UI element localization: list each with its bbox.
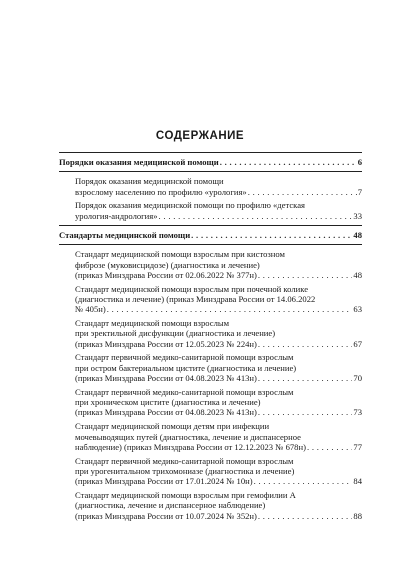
entry-text-line: при остром бактериальном цистите (диагностика и лечение) bbox=[75, 362, 297, 373]
page-number: 88 bbox=[353, 510, 362, 521]
toc-entry[interactable] bbox=[59, 200, 362, 221]
entry-text-line: Стандарт первичной медико-санитарной помощи взрослым bbox=[75, 352, 294, 363]
page-number: 48 bbox=[353, 269, 362, 280]
page-number: 63 bbox=[353, 304, 362, 315]
page-number: 7 bbox=[357, 186, 362, 197]
page-title: СОДЕРЖАНИЕ bbox=[155, 130, 245, 142]
toc-entry[interactable] bbox=[59, 456, 362, 487]
entry-text-line: фиброзе (муковисцидозе) (диагностика и лечение) bbox=[75, 259, 260, 270]
entry-text-line: (диагностика, лечение и диспансерное наблюдение) bbox=[75, 500, 266, 511]
leader-dots bbox=[248, 187, 357, 197]
entry-text-line: (приказ Минздрава России от 17.01.2024 № 10н) bbox=[75, 476, 253, 487]
leader-dots bbox=[258, 339, 353, 349]
entry-text-line: (приказ Минздрава России от 10.07.2024 № 352н) bbox=[75, 510, 257, 521]
toc-entry[interactable] bbox=[59, 318, 362, 349]
entry-text-line: Стандарт медицинской помощи взрослым при кистозном bbox=[75, 249, 285, 260]
toc-entry[interactable] bbox=[59, 490, 362, 521]
entry-text-line: Порядок оказания медицинской помощи bbox=[75, 176, 224, 187]
toc-section-heading[interactable] bbox=[59, 230, 362, 240]
section-divider bbox=[59, 152, 362, 153]
page-number: 48 bbox=[353, 229, 362, 240]
page-number: 73 bbox=[353, 407, 362, 418]
leader-dots bbox=[258, 373, 353, 383]
entry-text-line: Стандарт медицинской помощи детям при инфекции bbox=[75, 421, 270, 432]
entry-text-line: мочевыводящих путей (диагностика, лечение и диспансерное bbox=[75, 431, 301, 442]
entry-text-line: (приказ Минздрава России от 04.08.2023 № 413н) bbox=[75, 373, 257, 384]
leader-dots bbox=[254, 476, 353, 486]
entry-text-line: (диагностика и лечение) (приказ Минздрава России от 14.06.2022 bbox=[75, 293, 316, 304]
page-number: 67 bbox=[353, 338, 362, 349]
entry-text-line: урология-андрология» bbox=[75, 210, 158, 221]
toc-entry[interactable] bbox=[59, 421, 362, 452]
toc-entry[interactable] bbox=[59, 387, 362, 418]
section-divider bbox=[59, 171, 362, 172]
leader-dots bbox=[107, 304, 353, 314]
entry-text-line: при урогенитальном трихомониазе (диагностика и лечение) bbox=[75, 465, 295, 476]
section-divider bbox=[59, 244, 362, 245]
leader-dots bbox=[258, 407, 353, 417]
page-number: 77 bbox=[353, 441, 362, 452]
entry-text-line: при хроническом цистите (диагностика и лечение) bbox=[75, 397, 261, 408]
entry-text-line: Стандарт первичной медико-санитарной помощи взрослым bbox=[75, 386, 294, 397]
leader-dots bbox=[258, 270, 353, 280]
toc-entry[interactable] bbox=[59, 284, 362, 315]
toc-entry[interactable] bbox=[59, 352, 362, 383]
page-number: 84 bbox=[353, 476, 362, 487]
entry-text-line: Стандарт медицинской помощи взрослым при почечной колике bbox=[75, 283, 309, 294]
leader-dots bbox=[159, 211, 353, 221]
leader-dots bbox=[191, 230, 352, 240]
table-of-contents bbox=[59, 152, 362, 525]
entry-text-line: (приказ Минздрава России от 02.06.2022 № 377н) bbox=[75, 269, 257, 280]
toc-entry[interactable] bbox=[59, 249, 362, 280]
leader-dots bbox=[307, 442, 352, 452]
section-title: Порядки оказания медицинской помощи bbox=[59, 157, 219, 167]
toc-section-heading[interactable] bbox=[59, 157, 362, 167]
entry-text-line: Стандарт медицинской помощи взрослым при гемофилии А bbox=[75, 490, 296, 501]
toc-entry[interactable] bbox=[59, 176, 362, 197]
entry-text-line: Стандарт медицинской помощи взрослым bbox=[75, 318, 230, 329]
entry-text-line: № 405н) bbox=[75, 304, 106, 315]
leader-dots bbox=[220, 157, 357, 167]
entry-text-line: (приказ Минздрава России от 04.08.2023 № 413н) bbox=[75, 407, 257, 418]
entry-text-line: Стандарт первичной медико-санитарной помощи взрослым bbox=[75, 455, 294, 466]
leader-dots bbox=[258, 511, 353, 521]
page-number: 70 bbox=[353, 373, 362, 384]
section-title: Стандарты медицинской помощи bbox=[59, 229, 191, 240]
entry-text-line: наблюдение) (приказ Минздрава России от 12.12.2023 № 678н) bbox=[75, 441, 306, 452]
entry-text-line: при эректильной дисфункции (диагностика и лечение) bbox=[75, 328, 276, 339]
section-divider bbox=[59, 225, 362, 226]
entry-text-line: Порядок оказания медицинской помощи по профилю «детская bbox=[75, 200, 305, 211]
page-number: 33 bbox=[353, 210, 362, 221]
entry-text-line: (приказ Минздрава России от 12.05.2023 № 224н) bbox=[75, 338, 257, 349]
entry-text-line: взрослому населению по профилю «урология» bbox=[75, 186, 247, 197]
page-number: 6 bbox=[357, 157, 362, 167]
